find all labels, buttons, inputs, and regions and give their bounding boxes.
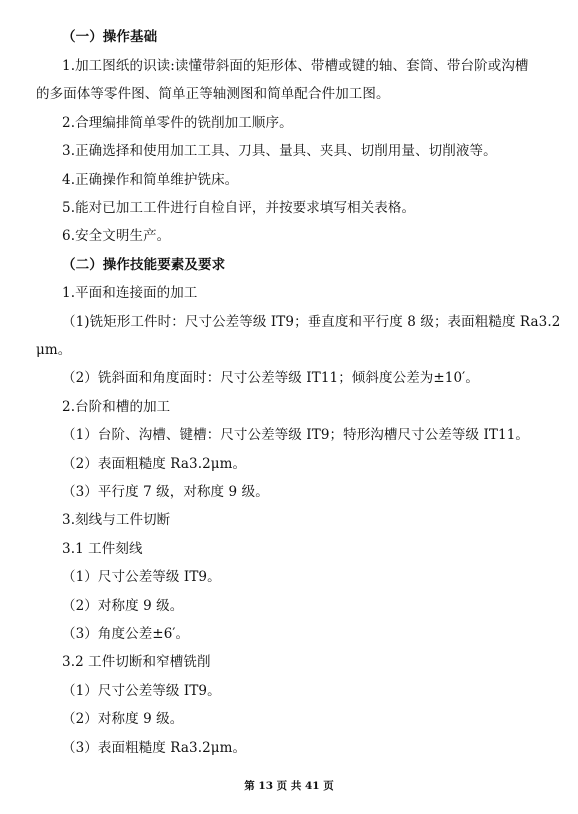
section-heading-operation-basics: （一）操作基础 — [62, 29, 158, 45]
paragraph-line: 1.加工图纸的识读:读懂带斜面的矩形体、带槽或键的轴、套筒、带台阶或沟槽 — [62, 58, 529, 74]
paragraph-line: （2）铣斜面和角度面时：尺寸公差等级 IT11；倾斜度公差为±10′。 — [62, 370, 479, 386]
paragraph-line: （2）对称度 9 级。 — [62, 598, 184, 614]
paragraph-line: 3.正确选择和使用加工工具、刀具、量具、夹具、切削用量、切削液等。 — [62, 143, 497, 159]
paragraph-line: （3）表面粗糙度 Ra3.2μm。 — [62, 740, 247, 756]
paragraph-line: （3）角度公差±6′。 — [62, 626, 190, 642]
paragraph-line: 6.安全文明生产。 — [62, 228, 171, 244]
paragraph-line: 2.合理编排简单零件的铣削加工顺序。 — [62, 115, 293, 131]
paragraph-line: 3.1 工件刻线 — [62, 541, 143, 557]
paragraph-line: 5.能对已加工工件进行自检自评，并按要求填写相关表格。 — [62, 200, 416, 216]
paragraph-line: 2.台阶和槽的加工 — [62, 399, 171, 415]
paragraph-line: 的多面体等零件图、简单正等轴测图和简单配合件加工图。 — [36, 86, 390, 102]
paragraph-line: （1）尺寸公差等级 IT9。 — [62, 683, 221, 699]
paragraph-line: （1）尺寸公差等级 IT9。 — [62, 569, 221, 585]
paragraph-line: （2）表面粗糙度 Ra3.2μm。 — [62, 456, 247, 472]
paragraph-line: （1)铣矩形工件时：尺寸公差等级 IT9；垂直度和平行度 8 级；表面粗糙度 Ra3.2 — [62, 314, 561, 330]
paragraph-line: （1）台阶、沟槽、键槽：尺寸公差等级 IT9；特形沟槽尺寸公差等级 IT11。 — [62, 427, 530, 443]
paragraph-line: 4.正确操作和简单维护铣床。 — [62, 172, 239, 188]
paragraph-line: （3）平行度 7 级，对称度 9 级。 — [62, 484, 269, 500]
paragraph-line: （2）对称度 9 级。 — [62, 711, 184, 727]
paragraph-line: 1.平面和连接面的加工 — [62, 285, 198, 301]
section-heading-skill-requirements: （二）操作技能要素及要求 — [62, 257, 226, 273]
paragraph-line: 3.2 工件切断和窄槽铣削 — [62, 654, 211, 670]
page-number-footer: 第 13 页 共 41 页 — [244, 780, 334, 792]
paragraph-line: μm。 — [36, 342, 72, 358]
paragraph-line: 3.刻线与工件切断 — [62, 512, 171, 528]
